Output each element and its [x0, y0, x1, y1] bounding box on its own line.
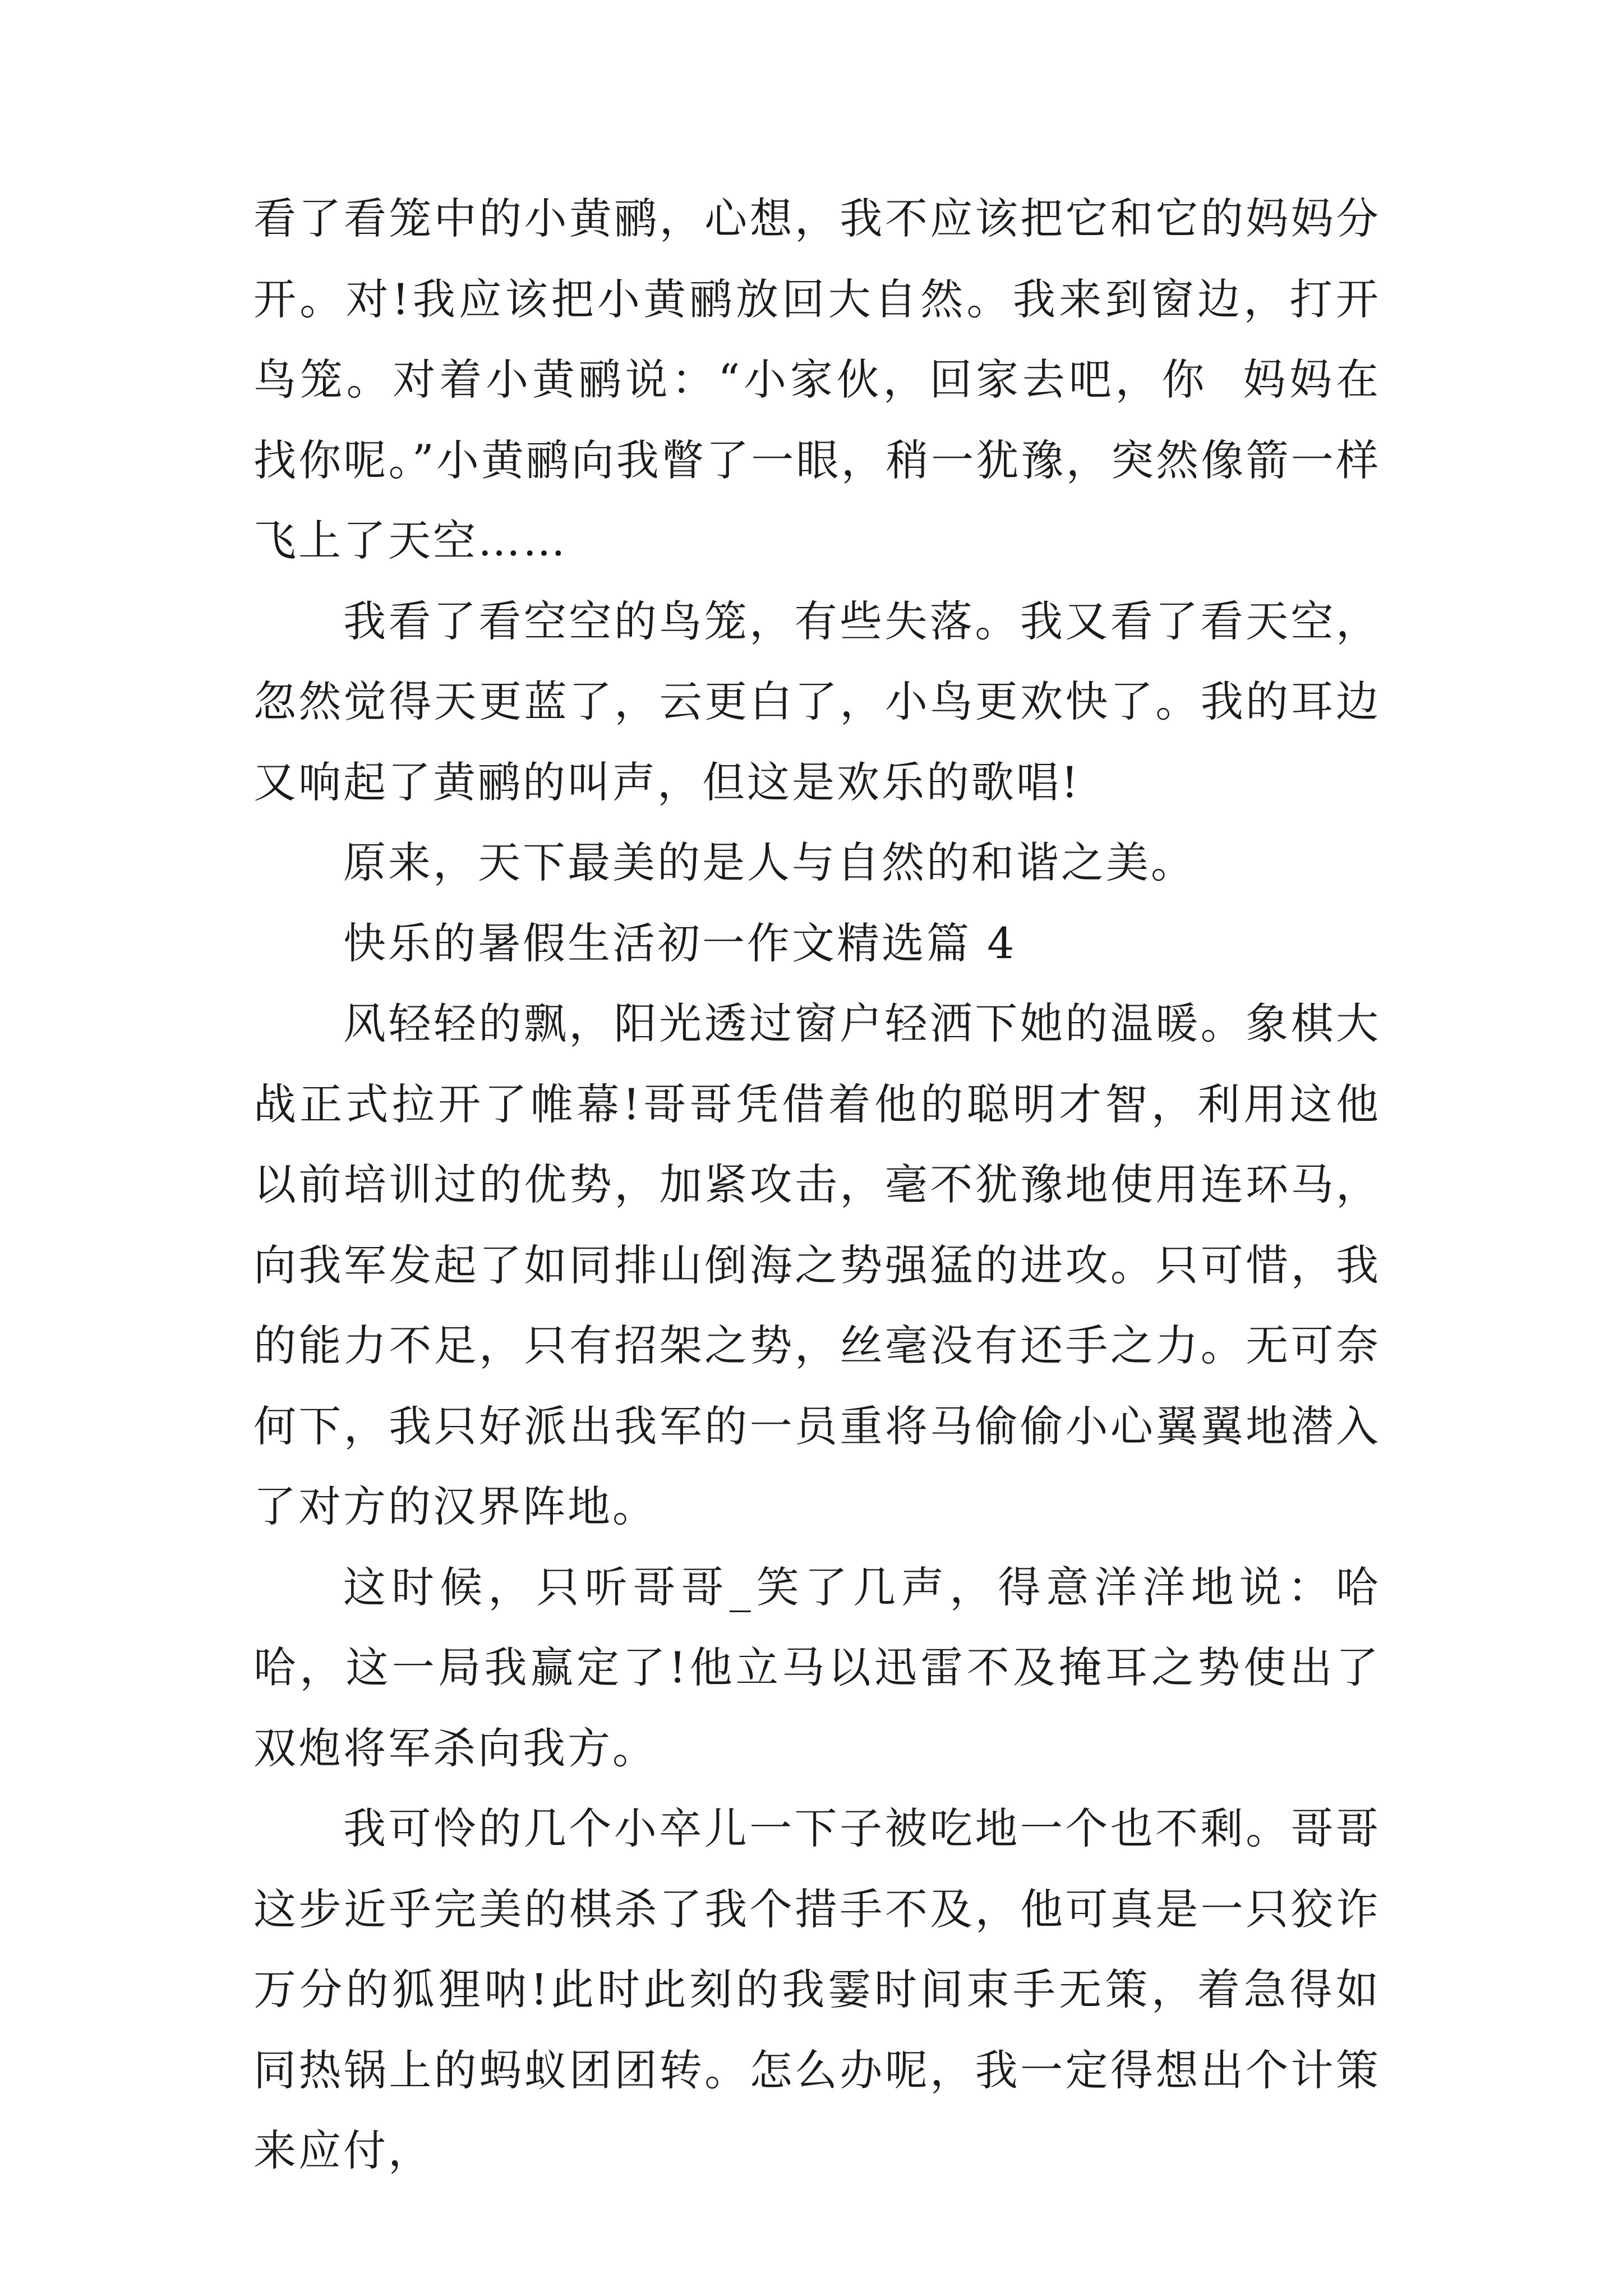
document-body [253, 178, 1381, 2191]
section-heading: 快乐的暑假生活初一作文精选篇 4 [343, 918, 1017, 968]
paragraph: 风轻轻的飘，阳光透过窗户轻洒下她的温暖。象棋大战正式拉开了帷幕!哥哥凭借着他的聪明才智，利用这他以前培训过的优势，加紧攻击，毫不犹豫地使用连环马，向我军发起了如同排山倒海之势强猛的进攻。只可惜，我的能力不足，只有招架之势，丝毫没有还手之力。无可奈何下，我只好派出我军的一员重将马偷偷小心翼翼地潜入了对方的汉界阵地。 [253, 999, 1381, 1531]
paragraph: 我可怜的几个小卒儿一下子被吃地一个也不剩。哥哥这步近乎完美的棋杀了我个措手不及，他可真是一只狡诈万分的狐狸呐!此时此刻的我霎时间束手无策，着急得如同热锅上的蚂蚁团团转。怎么办呢，我一定得想出个计策来应付， [253, 1803, 1381, 2175]
paragraph: 这时候，只听哥哥_笑了几声，得意洋洋地说：哈哈，这一局我赢定了!他立马以迅雷不及掩耳之势使出了双炮将军杀向我方。 [253, 1562, 1381, 1773]
paragraph-continuation: 看了看笼中的小黄鹂，心想，我不应该把它和它的妈妈分开。对!我应该把小黄鹂放回大自然。我来到窗边，打开鸟笼。对着小黄鹂说：“小家伙，回家去吧，你 妈妈在找你呢。”小黄鹂向我瞥了一眼，稍一犹豫，突然像箭一样飞上了天空…… [253, 194, 1381, 565]
paragraph: 我看了看空空的鸟笼，有些失落。我又看了看天空，忽然觉得天更蓝了，云更白了，小鸟更欢快了。我的耳边又响起了黄鹂的叫声，但这是欢乐的歌唱! [253, 596, 1381, 807]
paragraph: 原来，天下最美的是人与自然的和谐之美。 [343, 838, 1196, 887]
